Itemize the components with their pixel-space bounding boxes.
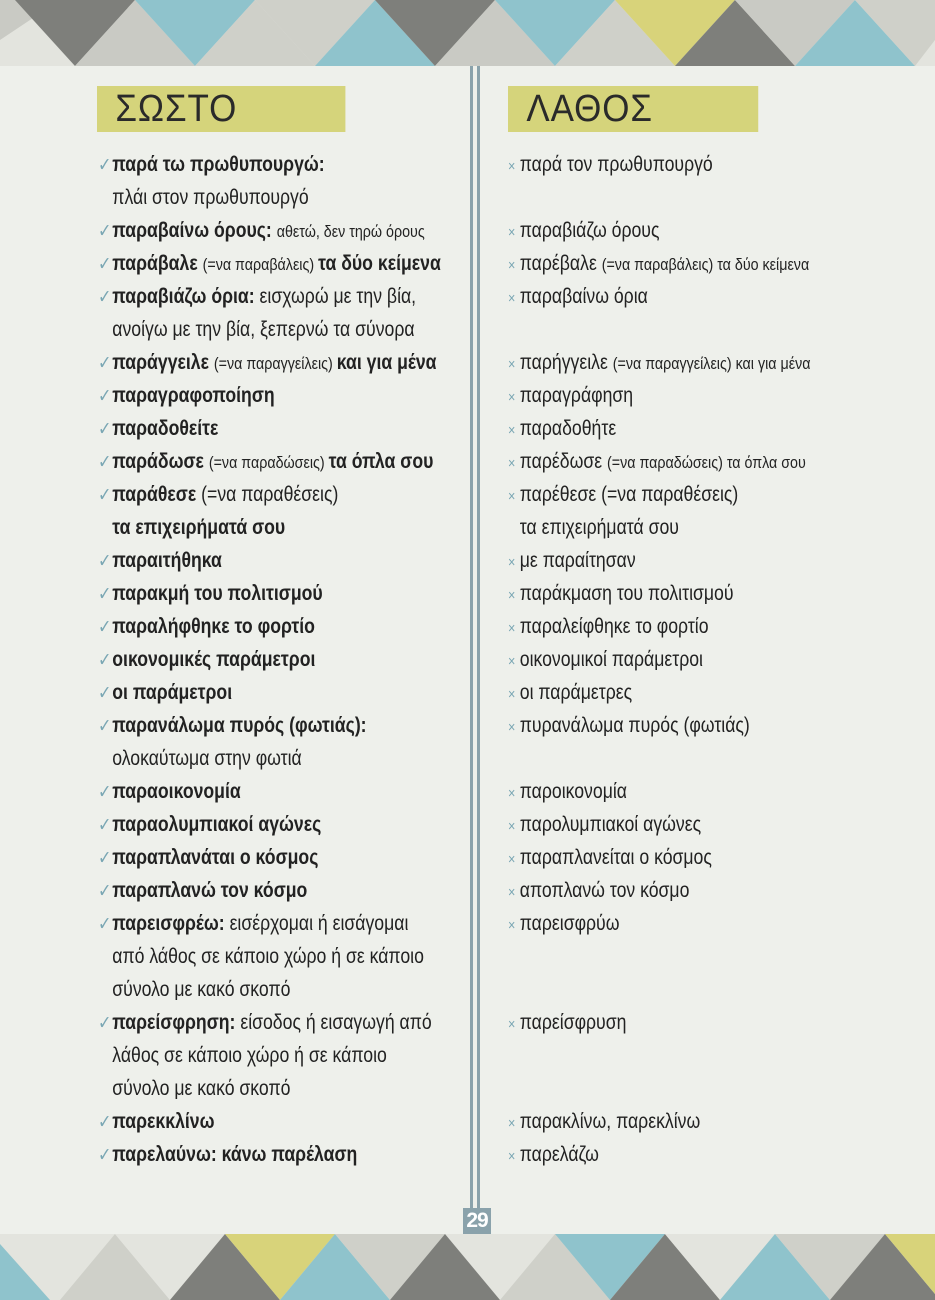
- wrong-entry: [508, 379, 633, 412]
- entry-text: παραγραφοποίηση: [112, 384, 275, 407]
- check-icon: ✓: [98, 1112, 112, 1133]
- entry-text: παρεισφρέω:: [112, 912, 230, 935]
- correct-entry: [98, 742, 302, 775]
- correct-entry: [98, 775, 241, 808]
- wrong-entry: [508, 148, 713, 181]
- entry-text: παραλείφθηκε το φορτίο: [519, 615, 709, 638]
- cross-icon: ×: [508, 917, 516, 934]
- wrong-entry: [508, 1105, 700, 1138]
- check-icon: ✓: [98, 386, 112, 407]
- entry-text: παραδοθείτε: [112, 417, 219, 440]
- entry-text: τα όπλα σου: [328, 450, 434, 473]
- correct-entry: [98, 841, 318, 874]
- cross-icon: ×: [508, 719, 516, 736]
- wrong-entry: [508, 676, 632, 709]
- correct-entry: [98, 478, 338, 511]
- wrong-entry: [508, 445, 806, 478]
- correct-entry: [98, 1072, 290, 1105]
- wrong-entry: [508, 346, 810, 379]
- entry-text: παραπλανείται ο κόσμος: [519, 846, 712, 869]
- correct-entry: [98, 346, 436, 379]
- correct-entry: [98, 511, 285, 544]
- cross-icon: ×: [508, 488, 516, 505]
- wrong-entry: [508, 808, 701, 841]
- entry-text: με παραίτησαν: [519, 549, 636, 572]
- entry-text: παρελαύνω: κάνω παρέλαση: [112, 1143, 358, 1166]
- entry-text: παρά τον πρωθυπουργό: [519, 153, 713, 176]
- page-number: 29: [463, 1208, 491, 1234]
- entry-text: οικονομικές παράμετροι: [112, 648, 316, 671]
- entry-text: και για μένα: [336, 351, 437, 374]
- entry-text: παραολυμπιακοί αγώνες: [112, 813, 322, 836]
- entry-text: παράθεσε: [112, 483, 202, 506]
- correct-entry: [98, 181, 309, 214]
- entry-text: τα επιχειρήματά σου: [519, 516, 679, 539]
- entry-text: λάθος σε κάποιο χώρο ή σε κάποιο: [112, 1044, 387, 1067]
- entry-text: (=να παραβάλεις): [202, 255, 319, 274]
- check-icon: ✓: [98, 1013, 112, 1034]
- entry-text: (=να παραδώσεις) τα όπλα σου: [607, 453, 806, 472]
- wrong-entry: [508, 1138, 599, 1171]
- entry-text: παρέδωσε: [519, 450, 608, 473]
- entry-text: από λάθος σε κάποιο χώρο ή σε κάποιο: [112, 945, 424, 968]
- heading-wrong: ΛΑΘΟΣ: [508, 86, 758, 132]
- check-icon: ✓: [98, 452, 112, 473]
- correct-entry: [98, 214, 425, 247]
- correct-entry: [98, 676, 232, 709]
- wrong-entry: [508, 1006, 626, 1039]
- correct-entry: [98, 709, 367, 742]
- entry-text: (=να παραδώσεις): [208, 453, 329, 472]
- top-decorative-band: [0, 0, 935, 66]
- entry-text: σύνολο με κακό σκοπό: [112, 978, 291, 1001]
- cross-icon: ×: [508, 422, 516, 439]
- entry-text: ανοίγω με την βία, ξεπερνώ τα σύνορα: [112, 318, 415, 341]
- check-icon: ✓: [98, 848, 112, 869]
- entry-text: εισχωρώ με την βία,: [259, 285, 417, 308]
- correct-entry: [98, 1039, 387, 1072]
- entry-text: παρολυμπιακοί αγώνες: [519, 813, 702, 836]
- wrong-entry: [508, 775, 627, 808]
- entry-text: πυρανάλωμα πυρός (φωτιάς): [519, 714, 750, 737]
- entry-text: παραγράφηση: [519, 384, 634, 407]
- wrong-entry: [508, 247, 809, 280]
- entry-text: παραβιάζω όρους: [519, 219, 660, 242]
- cross-icon: ×: [508, 851, 516, 868]
- correct-entry: [98, 544, 222, 577]
- cross-icon: ×: [508, 257, 516, 274]
- entry-text: παραβιάζω όρια:: [112, 285, 260, 308]
- correct-entry: [98, 940, 424, 973]
- entry-text: (=να παραγγείλεις): [213, 354, 337, 373]
- entry-text: παράβαλε: [112, 252, 203, 275]
- entry-text: παρεκκλίνω: [112, 1110, 215, 1133]
- cross-icon: ×: [508, 554, 516, 571]
- check-icon: ✓: [98, 1145, 112, 1166]
- wrong-entry: [508, 907, 619, 940]
- wrong-entry: [508, 874, 689, 907]
- entry-text: παρελάζω: [519, 1143, 599, 1166]
- wrong-entry: [508, 709, 750, 742]
- check-icon: ✓: [98, 881, 112, 902]
- entry-text: παρέβαλε: [519, 252, 602, 275]
- entry-text: παρανάλωμα πυρός (φωτιάς):: [112, 714, 367, 737]
- entry-text: παρά τω πρωθυπουργώ:: [112, 153, 325, 176]
- check-icon: ✓: [98, 716, 112, 737]
- cross-icon: ×: [508, 455, 516, 472]
- entry-text: παροικονομία: [519, 780, 627, 803]
- correct-entry: [98, 247, 441, 280]
- cross-icon: ×: [508, 356, 516, 373]
- entry-text: παραιτήθηκα: [112, 549, 222, 572]
- heading-correct: ΣΩΣΤΟ: [97, 86, 345, 132]
- cross-icon: ×: [508, 290, 516, 307]
- entry-text: παραπλανώ τον κόσμο: [112, 879, 308, 902]
- wrong-entry: [508, 214, 659, 247]
- cross-icon: ×: [508, 389, 516, 406]
- correct-entry: [98, 874, 307, 907]
- correct-entry: [98, 148, 325, 181]
- entry-text: τα δύο κείμενα: [318, 252, 441, 275]
- cross-icon: ×: [508, 785, 516, 802]
- entry-text: παρακμή του πολιτισμού: [112, 582, 323, 605]
- cross-icon: ×: [508, 620, 516, 637]
- check-icon: ✓: [98, 650, 112, 671]
- entry-text: αποπλανώ τον κόσμο: [519, 879, 690, 902]
- correct-entry: [98, 1105, 215, 1138]
- entry-text: (=να παραγγείλεις) και για μένα: [612, 354, 811, 373]
- entry-text: παρείσφρυση: [519, 1011, 627, 1034]
- entry-text: (=να παραβάλεις) τα δύο κείμενα: [601, 255, 810, 274]
- check-icon: ✓: [98, 617, 112, 638]
- entry-text: σύνολο με κακό σκοπό: [112, 1077, 291, 1100]
- entry-text: παράδωσε: [112, 450, 209, 473]
- entry-text: παράκμαση του πολιτισμού: [519, 582, 734, 605]
- entry-text: αθετώ, δεν τηρώ όρους: [276, 222, 425, 241]
- check-icon: ✓: [98, 485, 112, 506]
- check-icon: ✓: [98, 551, 112, 572]
- check-icon: ✓: [98, 221, 112, 242]
- correct-entry: [98, 577, 323, 610]
- correct-entry: [98, 973, 290, 1006]
- entry-text: είσοδος ή εισαγωγή από: [240, 1011, 432, 1034]
- wrong-entry: [508, 478, 738, 511]
- entry-text: παραοικονομία: [112, 780, 241, 803]
- correct-entry: [98, 379, 275, 412]
- entry-text: παρείσφρηση:: [112, 1011, 241, 1034]
- entry-text: παραπλανάται ο κόσμος: [112, 846, 319, 869]
- check-icon: ✓: [98, 914, 112, 935]
- correct-entry: [98, 808, 321, 841]
- entry-text: παραβαίνω όρους:: [112, 219, 277, 242]
- entry-text: παρέθεσε (=να παραθέσεις): [519, 483, 739, 506]
- wrong-entry: [508, 544, 636, 577]
- wrong-entry: [508, 841, 712, 874]
- check-icon: ✓: [98, 584, 112, 605]
- entry-text: παρακλίνω, παρεκλίνω: [519, 1110, 701, 1133]
- check-icon: ✓: [98, 683, 112, 704]
- entry-text: (=να παραθέσεις): [201, 483, 339, 506]
- wrong-entry: [508, 610, 709, 643]
- wrong-entry: [508, 577, 734, 610]
- correct-entry: [98, 445, 433, 478]
- check-icon: ✓: [98, 254, 112, 275]
- cross-icon: ×: [508, 1016, 516, 1033]
- entry-text: παραδοθήτε: [519, 417, 617, 440]
- entry-text: ολοκαύτωμα στην φωτιά: [112, 747, 302, 770]
- cross-icon: ×: [508, 224, 516, 241]
- check-icon: ✓: [98, 815, 112, 836]
- check-icon: ✓: [98, 353, 112, 374]
- entry-text: οι παράμετρες: [519, 681, 633, 704]
- correct-entry: [98, 907, 408, 940]
- entry-text: παρεισφρύω: [519, 912, 620, 935]
- cross-icon: ×: [508, 686, 516, 703]
- correct-entry: [98, 643, 315, 676]
- entry-text: πλάι στον πρωθυπουργό: [112, 186, 309, 209]
- check-icon: ✓: [98, 782, 112, 803]
- check-icon: ✓: [98, 155, 112, 176]
- wrong-entry: [508, 412, 616, 445]
- correct-entry: [98, 280, 416, 313]
- correct-entry: [98, 313, 415, 346]
- correct-entry: [98, 412, 218, 445]
- entry-text: παράγγειλε: [112, 351, 214, 374]
- correct-entry: [98, 1006, 432, 1039]
- wrong-entry: [508, 280, 648, 313]
- cross-icon: ×: [508, 1115, 516, 1132]
- entry-text: εισέρχομαι ή εισάγομαι: [229, 912, 409, 935]
- check-icon: ✓: [98, 287, 112, 308]
- cross-icon: ×: [508, 158, 516, 175]
- wrong-entry: [508, 643, 703, 676]
- column-divider: [470, 66, 482, 1234]
- check-icon: ✓: [98, 419, 112, 440]
- cross-icon: ×: [508, 818, 516, 835]
- entry-text: οι παράμετροι: [112, 681, 233, 704]
- correct-entry: [98, 1138, 357, 1171]
- entry-text: τα επιχειρήματά σου: [112, 516, 286, 539]
- cross-icon: ×: [508, 884, 516, 901]
- entry-text: οικονομικοί παράμετροι: [519, 648, 703, 671]
- bottom-decorative-band: [0, 1234, 935, 1300]
- entry-text: παραβαίνω όρια: [519, 285, 648, 308]
- cross-icon: ×: [508, 587, 516, 604]
- entry-text: παραλήφθηκε το φορτίο: [112, 615, 315, 638]
- entry-text: παρήγγειλε: [519, 351, 613, 374]
- cross-icon: ×: [508, 653, 516, 670]
- wrong-entry: [508, 511, 679, 544]
- cross-icon: ×: [508, 1148, 516, 1165]
- correct-entry: [98, 610, 315, 643]
